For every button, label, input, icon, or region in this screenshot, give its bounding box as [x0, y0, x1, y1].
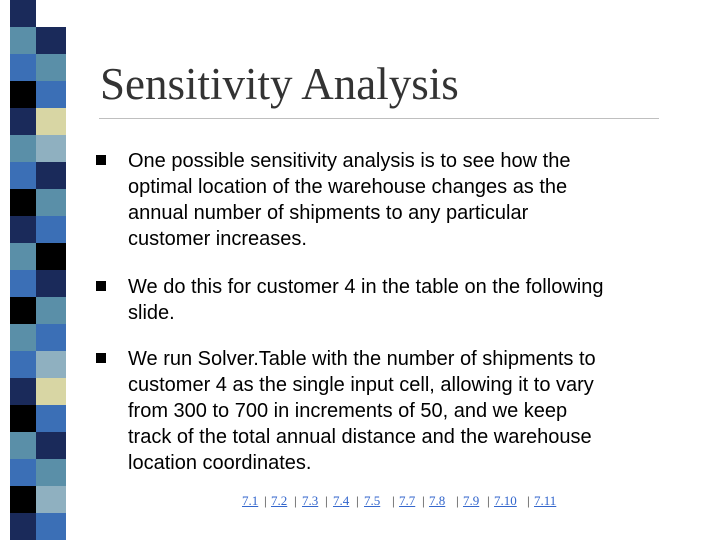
- stripe-block: [10, 324, 36, 351]
- stripe-block: [36, 81, 66, 108]
- nav-link[interactable]: 7.10: [494, 493, 517, 508]
- bullet-line: location coordinates.: [128, 452, 312, 474]
- stripe-block: [36, 459, 66, 486]
- nav-separator: |: [527, 493, 530, 508]
- stripe-block: [10, 108, 36, 135]
- nav-separator: |: [487, 493, 490, 508]
- nav-separator: |: [356, 493, 359, 508]
- stripe-block: [36, 108, 66, 135]
- stripe-block: [10, 432, 36, 459]
- stripe-block: [10, 243, 36, 270]
- bullet-line: We run Solver.Table with the number of shipments to: [128, 348, 596, 370]
- bullet-line: annual number of shipments to any particular: [128, 202, 529, 224]
- bullet-marker-icon: [96, 281, 106, 291]
- stripe-block: [10, 459, 36, 486]
- stripe-block: [36, 135, 66, 162]
- bullet-line: track of the total annual distance and the warehouse: [128, 426, 592, 448]
- stripe-block: [10, 405, 36, 432]
- stripe-block: [10, 297, 36, 324]
- stripe-block: [36, 378, 66, 405]
- bullet-line: customer increases.: [128, 228, 307, 250]
- stripe-block: [36, 297, 66, 324]
- nav-link[interactable]: 7.8: [429, 493, 446, 508]
- bullet-line: We do this for customer 4 in the table on the following: [128, 276, 604, 298]
- stripe-block: [10, 27, 36, 54]
- slide-nav-links: [0, 493, 720, 513]
- nav-separator: |: [264, 493, 267, 508]
- stripe-block: [36, 216, 66, 243]
- bullet-marker-icon: [96, 155, 106, 165]
- nav-link[interactable]: 7.4: [333, 493, 350, 508]
- bullet-line: optimal location of the warehouse changes as the: [128, 176, 568, 198]
- stripe-block: [36, 405, 66, 432]
- nav-link[interactable]: 7.5: [364, 493, 381, 508]
- stripe-block: [36, 432, 66, 459]
- stripe-block: [10, 270, 36, 297]
- stripe-block: [10, 0, 36, 27]
- stripe-block: [10, 216, 36, 243]
- stripe-block: [36, 270, 66, 297]
- stripe-block: [10, 189, 36, 216]
- nav-link[interactable]: 7.3: [302, 493, 319, 508]
- bullet-line: from 300 to 700 in increments of 50, and we keep: [128, 400, 568, 422]
- stripe-block: [36, 27, 66, 54]
- bullet-marker-icon: [96, 353, 106, 363]
- nav-link[interactable]: 7.11: [534, 493, 557, 508]
- stripe-block: [36, 189, 66, 216]
- stripe-block: [36, 351, 66, 378]
- nav-separator: |: [422, 493, 425, 508]
- slide-title: Sensitivity Analysis: [100, 59, 459, 109]
- stripe-block: [36, 162, 66, 189]
- stripe-block: [36, 243, 66, 270]
- stripe-block: [10, 54, 36, 81]
- stripe-block: [10, 513, 36, 540]
- nav-separator: |: [392, 493, 395, 508]
- stripe-block: [10, 378, 36, 405]
- bullet-line: slide.: [128, 302, 175, 324]
- bullet-line: customer 4 as the single input cell, allowing it to vary: [128, 374, 594, 396]
- nav-link[interactable]: 7.1: [242, 493, 259, 508]
- stripe-block: [10, 162, 36, 189]
- stripe-block: [36, 324, 66, 351]
- stripe-block: [10, 81, 36, 108]
- decorative-block-stripe: [0, 0, 68, 540]
- stripe-block: [36, 0, 66, 27]
- nav-link[interactable]: 7.2: [271, 493, 288, 508]
- bullet-line: One possible sensitivity analysis is to see how the: [128, 150, 571, 172]
- nav-link[interactable]: 7.7: [399, 493, 416, 508]
- stripe-block: [10, 135, 36, 162]
- stripe-block: [36, 513, 66, 540]
- stripe-block: [36, 54, 66, 81]
- nav-separator: |: [456, 493, 459, 508]
- nav-link[interactable]: 7.9: [463, 493, 480, 508]
- nav-separator: |: [294, 493, 297, 508]
- title-divider: [99, 118, 659, 119]
- nav-separator: |: [325, 493, 328, 508]
- stripe-block: [10, 351, 36, 378]
